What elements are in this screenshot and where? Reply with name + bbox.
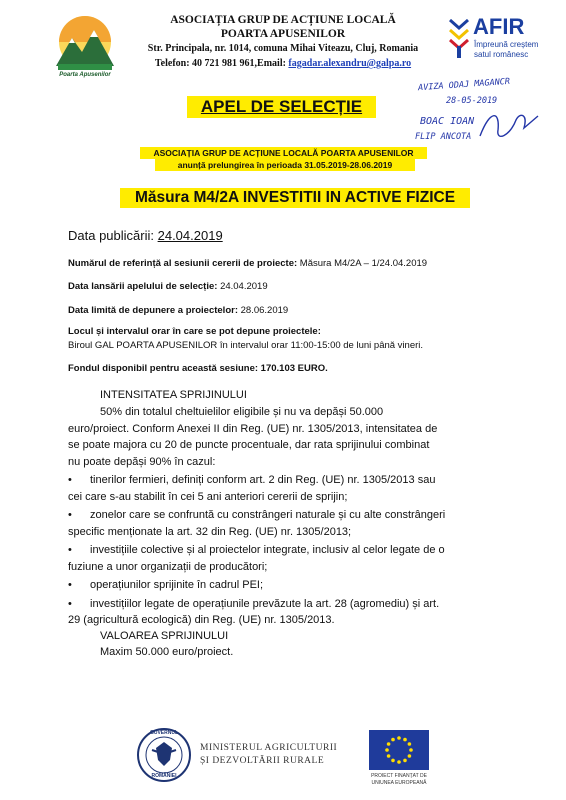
eu-flag [369,730,429,770]
intensity-line: se poate majora cu 20 de puncte procentuale, dar rata sprijinului combinat [68,439,430,451]
eu-caption-2: UNIUNEA EUROPEANĂ [371,780,427,786]
available-fund [68,362,328,376]
list-item [68,596,508,629]
ministry-name-1: MINISTERUL AGRICULTURII [200,743,338,753]
value-text: Maxim 50.000 euro/proiect. [100,646,234,658]
seal-text-bottom: ROMÂNIEI [151,773,177,779]
announcement-subtitle-2: anunță prelungirea în perioada 31.05.2019-28.06.2019 [155,159,415,171]
announcement-subtitle-1: ASOCIAȚIA GRUP DE ACȚIUNE LOCALĂ POARTA APUSENILOR [140,147,427,159]
handwritten-signature [476,106,546,146]
list-item-line: investițiilor legate de operațiunile prevăzute la art. 28 (agromediu) și art. [90,597,440,610]
publication-date [68,228,223,243]
intensity-bullet-list [68,472,508,629]
launch-date [68,280,268,294]
list-item [68,472,508,505]
list-item-line: cei care s-au stabilit în cei 5 ani anteriori cererii de sprijin; [68,490,348,503]
list-item-line: investițiile colective și al proiectelor integrate, inclusiv al celor legate de o [90,544,445,556]
bullet-icon: • [68,474,72,486]
bullet-icon: • [68,509,72,521]
deadline-value: 28.06.2019 [240,305,289,316]
list-item-line: tinerilor fermieri, definiți conform art. 2 din Reg. (UE) nr. 1305/2013 sau [90,474,436,486]
org-name-line2: POARTA APUSENILOR [220,28,346,40]
reference-label: Numărul de referință al sesiunii cererii de proiecte: [68,258,300,269]
intensity-line: nu poate depăși 90% în cazul: [68,455,216,468]
phone-label: Telefon: 40 721 981 961,Email: [154,58,289,69]
government-seal [136,726,192,784]
handwritten-note-4: FLIP ANCOTA [415,132,472,142]
fund-label: Fondul disponibil pentru această sesiune: [68,363,261,374]
handwritten-note-3: BOAC IOAN [420,116,475,127]
intensity-line: euro/proiect. Conform Anexei II din Reg. (UE) nr. 1305/2013, intensitatea de [68,422,438,435]
list-item-line: zonelor care se confruntă cu constrângeri naturale și cu alte constrângeri [90,509,446,521]
seal-text-top: GUVERNUL [149,730,179,736]
handwritten-note-2: 28-05-2019 [446,96,498,106]
deadline-date [68,304,288,318]
list-item-line: fuziune a unor organizații de producători; [68,560,268,573]
list-item [68,577,508,594]
org-address: Str. Principala, nr. 1014, comuna Mihai Viteazu, Cluj, Romania [147,43,419,54]
bullet-icon: • [68,597,72,610]
list-item [68,542,508,575]
org-name-line1: ASOCIAȚIA GRUP DE ACȚIUNE LOCALĂ [170,14,396,26]
value-heading: VALOAREA SPRIJINULUI [100,630,229,642]
afir-logo [448,14,550,64]
submission-place-label: Locul și intervalul orar în care se pot depune proiectele: [68,326,321,337]
afir-tagline-1: Împreună creștem [474,40,539,49]
deadline-label: Data limită de depunere a proiectelor: [68,305,241,316]
gal-logo [44,10,126,84]
ministry-name-2: ȘI DEZVOLTĂRII RURALE [200,756,325,766]
submission-place-value: Biroul GAL POARTA APUSENILOR în intervalul orar 11:00-15:00 de luni până vineri. [68,340,424,351]
list-item [68,507,508,540]
publication-label: Data publicării: [68,228,158,243]
list-item-line: operațiunilor sprijinite în cadrul PEI; [90,579,264,591]
afir-tagline-2: satul românesc [474,50,529,59]
fund-value: 170.103 EURO. [260,363,328,374]
intensity-heading: INTENSITATEA SPRIJINULUI [100,389,247,401]
intensity-paragraph [68,404,508,470]
launch-label: Data lansării apelului de selecție: [68,281,221,292]
bullet-icon: • [68,579,72,591]
org-contact [128,57,438,71]
intensity-line: 50% din totalul cheltuielilor eligibile și nu va depăși 50.000 [100,406,384,418]
afir-name: AFIR [473,14,525,39]
reference-number [68,257,427,271]
launch-value: 24.04.2019 [220,281,268,292]
list-item-line: specific menționate la art. 32 din Reg. (UE) nr. 1305/2013; [68,525,352,538]
list-item-line: 29 (agricultură ecologică) din Reg. (UE) nr. 1305/2013. [68,614,335,626]
email-link[interactable]: fagadar.alexandru@galpa.ro [288,58,412,69]
measure-title: Măsura M4/2A INVESTITII IN ACTIVE FIZICE [120,188,470,208]
reference-value: Măsura M4/2A – 1/24.04.2019 [299,258,428,269]
eu-stars-icon [369,730,429,770]
logo-text: Poarta Apusenilor [59,72,111,78]
afir-emblem-icon [448,16,470,60]
page-title: APEL DE SELECȚIE [187,96,376,118]
handwritten-note-1: AVIZA ODAJ MAGANCR [417,76,511,94]
bullet-icon: • [68,544,72,556]
publication-value: 24.04.2019 [157,228,223,243]
eu-caption-1: PROIECT FINANȚAT DE [371,773,427,779]
